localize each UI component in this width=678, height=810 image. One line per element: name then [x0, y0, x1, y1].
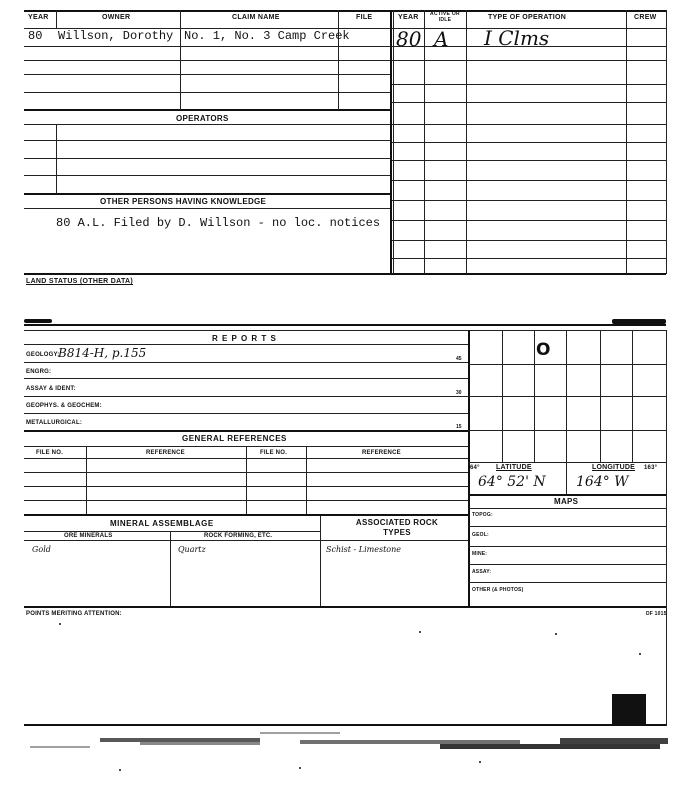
claim-name-header: CLAIM NAME	[232, 14, 280, 21]
maps-title: MAPS	[554, 497, 579, 506]
type-of-operation-header: TYPE OF OPERATION	[488, 14, 567, 21]
operators-label: OPERATORS	[176, 114, 229, 123]
latitude-label: LATITUDE	[496, 464, 532, 471]
maps-other: OTHER (& PHOTOS)	[472, 587, 524, 593]
rock-forming-label: ROCK FORMING, ETC.	[204, 533, 273, 539]
year-2-header: YEAR	[398, 14, 419, 21]
ref-header-reference-1: REFERENCE	[146, 450, 185, 456]
report-label-geology: GEOLOGY:	[26, 352, 60, 358]
ref-header-reference-2: REFERENCE	[362, 450, 401, 456]
reports-title: R E P O R T S	[212, 334, 277, 343]
ref-header-file-no-2: FILE NO.	[260, 450, 287, 456]
rock-forming-value: Quartz	[178, 545, 206, 554]
maps-mine: MINE:	[472, 551, 488, 557]
land-status-label: LAND STATUS (OTHER DATA)	[26, 278, 134, 285]
entry-claim-name: No. 1, No. 3 Camp Creek	[184, 29, 350, 43]
associated-rock-types-label: ASSOCIATED ROCK TYPES	[355, 518, 439, 537]
active-or-idle-header: ACTIVE OR IDLE	[430, 11, 460, 23]
handwritten-active-or-idle: A	[434, 27, 449, 51]
longitude-value: 164° W	[576, 474, 629, 490]
report-value-geology: B814-H, p.155	[58, 346, 147, 360]
report-label-metallurgical: METALLURGICAL:	[26, 420, 83, 426]
latitude-value: 64° 52' N	[478, 474, 546, 490]
longitude-label: LONGITUDE	[592, 464, 636, 471]
handwritten-year: 80	[396, 27, 422, 51]
latitude-prefix: 64°	[470, 465, 480, 471]
form-code: DF 1015	[646, 611, 667, 617]
report-label-assay: ASSAY & IDENT:	[26, 386, 76, 392]
handwritten-type-of-operation: I Clms	[484, 26, 550, 50]
other-persons-entry: 80 A.L. Filed by D. Willson - no loc. notices	[56, 216, 381, 230]
side-number-45: 45	[456, 356, 462, 362]
entry-year: 80	[28, 29, 43, 43]
side-number-15: 15	[456, 424, 462, 430]
grid-mark: O	[536, 340, 551, 360]
report-label-engrg: ENGRG:	[26, 369, 52, 375]
maps-assay: ASSAY:	[472, 569, 492, 575]
owner-header: OWNER	[102, 14, 131, 21]
crew-header: CREW	[634, 14, 657, 21]
side-number-30: 30	[456, 390, 462, 396]
associated-rock-value: Schist - Limestone	[326, 545, 401, 554]
points-label: POINTS MERITING ATTENTION:	[26, 611, 122, 617]
year-header: YEAR	[28, 14, 49, 21]
other-persons-label: OTHER PERSONS HAVING KNOWLEDGE	[100, 197, 267, 206]
ref-header-file-no-1: FILE NO.	[36, 450, 63, 456]
mineral-assemblage-title: MINERAL ASSEMBLAGE	[110, 519, 214, 528]
black-square-mark	[612, 694, 646, 724]
maps-geol: GEOL:	[472, 532, 489, 538]
longitude-suffix: 163°	[644, 465, 658, 471]
ore-minerals-value: Gold	[32, 545, 51, 554]
report-label-geophys: GEOPHYS. & GEOCHEM:	[26, 403, 102, 409]
file-header: FILE	[356, 14, 373, 21]
maps-topog: TOPOG:	[472, 512, 493, 518]
general-references-title: GENERAL REFERENCES	[182, 434, 287, 443]
entry-owner: Willson, Dorothy	[58, 29, 174, 43]
ore-minerals-label: ORE MINERALS	[64, 533, 113, 539]
